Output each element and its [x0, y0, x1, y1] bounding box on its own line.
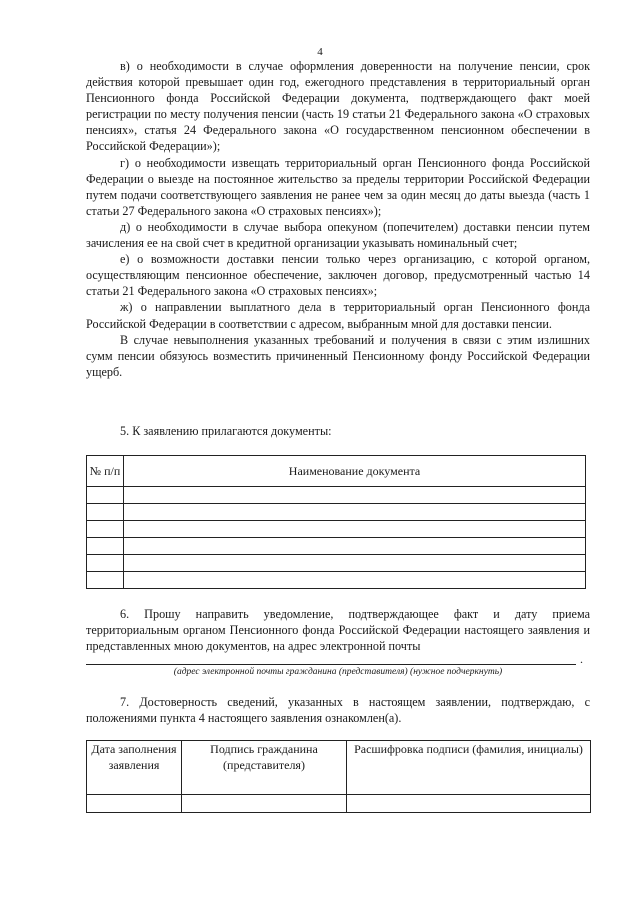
column-number-header: № п/п: [87, 456, 124, 487]
table-cell[interactable]: [124, 555, 586, 572]
section-7: [86, 694, 590, 726]
table-cell[interactable]: [87, 521, 124, 538]
table-row: [87, 555, 586, 572]
section-7-text: 7. Достоверность сведений, указанных в настоящем заявлении, подтверждаю, с положениями пункта 4 настоящего заявления ознакомлен(а).: [86, 695, 590, 726]
email-line-end-mark: .: [580, 652, 583, 666]
section-6-text: 6. Прошу направить уведомление, подтверждающее факт и дату приема территориальным органом Пенсионного фонда Российской Федерации настоящего заявления и представленных мною документов, на адрес электронной почты: [86, 607, 590, 654]
table-cell[interactable]: [124, 487, 586, 504]
table-cell[interactable]: [87, 487, 124, 504]
column-signature-header: Подпись гражданина (представителя): [182, 741, 347, 795]
table-cell[interactable]: [87, 538, 124, 555]
signature-cell[interactable]: [182, 795, 347, 813]
decoding-cell[interactable]: [347, 795, 591, 813]
table-row: [87, 487, 586, 504]
table-cell[interactable]: [124, 538, 586, 555]
documents-table: [86, 455, 586, 589]
signature-table-header: [87, 741, 591, 795]
table-cell[interactable]: [124, 504, 586, 521]
column-document-name-header: Наименование документа: [124, 456, 586, 487]
paragraph-g: г) о необходимости извещать территориальный орган Пенсионного фонда Российской Федерации о выезде на постоянное жительство за пределы территории Российской Федерации путем подачи соответствующего заявления не ранее чем за один месяц до даты выезда (часть 1 статьи 27 Федерального закона «О страховых пенсиях»);: [86, 155, 590, 218]
table-cell[interactable]: [124, 572, 586, 589]
signature-table: [86, 740, 591, 813]
email-address-field[interactable]: [86, 664, 576, 665]
paragraph-liability: В случае невыполнения указанных требований и получения в связи с этим излишних сумм пенсии обязуюсь возместить причиненный Пенсионному фонду Российской Федерации ущерб.: [86, 332, 590, 379]
table-cell[interactable]: [87, 555, 124, 572]
notice-paragraphs: [86, 58, 590, 380]
email-field-caption: (адрес электронной почты гражданина (представителя) (нужное подчеркнуть): [173, 667, 503, 677]
table-row: [87, 572, 586, 589]
column-decoding-header: Расшифровка подписи (фамилия, инициалы): [347, 741, 591, 795]
page-number: 4: [317, 46, 323, 58]
table-row: [87, 504, 586, 521]
section-5-heading: 5. К заявлению прилагаются документы:: [120, 424, 332, 438]
paragraph-e: е) о возможности доставки пенсии только через организацию, с которой органом, осуществляющим пенсионное обеспечение, заключен договор, предусмотренный частью 14 статьи 21 Федерального закона «О страховых пенсиях»;: [86, 252, 590, 299]
documents-table-header: [87, 456, 586, 487]
date-cell[interactable]: [87, 795, 182, 813]
table-row: [87, 521, 586, 538]
paragraph-v: в) о необходимости в случае оформления доверенности на получение пенсии, срок действия которой превышает один год, ежегодного представления в территориальный орган Пенсионного фонда Российской Федерации документа, подтверждающего факт моей регистрации по месту получения пенсии (часть 19 статьи 21 Федерального закона «О страховых пенсиях», статья 24 Федерального закона «О государственном пенсионном обеспечении в Российской Федерации»);: [86, 59, 590, 154]
table-row: [87, 538, 586, 555]
section-6: [86, 606, 590, 655]
table-cell[interactable]: [87, 504, 124, 521]
table-cell[interactable]: [124, 521, 586, 538]
paragraph-d: д) о необходимости в случае выбора опекуном (попечителем) доставки пенсии путем зачисления ее на свой счет в кредитной организации указывать номинальный счет;: [86, 219, 590, 251]
column-date-header: Дата заполнения заявления: [87, 741, 182, 795]
table-row: [87, 795, 591, 813]
paragraph-zh: ж) о направлении выплатного дела в территориальный орган Пенсионного фонда Российской Федерации в соответствии с адресом, выбранным мной для доставки пенсии.: [86, 300, 590, 331]
table-cell[interactable]: [87, 572, 124, 589]
